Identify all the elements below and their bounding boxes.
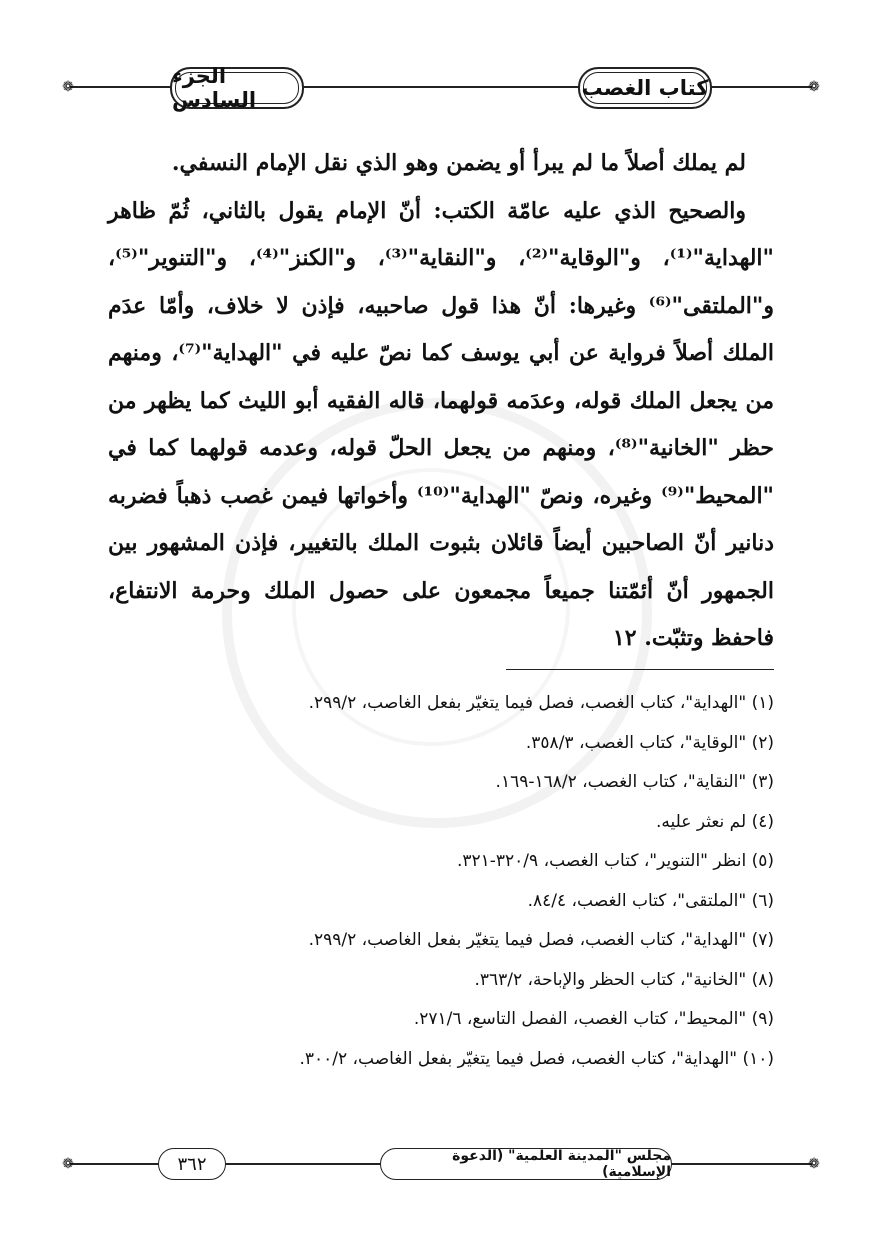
publisher-name: مجلس "المدينة العلمية" (الدعوة الإسلامية) [380,1148,672,1180]
part-title: الجزء السادس [170,67,304,109]
footnote: (٤) لم نعثر عليه. [656,811,774,832]
footnote: (٨) "الخانية"، كتاب الحظر والإباحة، ٣٦٣/٢. [474,969,774,990]
footnote: (٧) "الهداية"، كتاب الغصب، فصل فيما يتغيّر بفعل الغاصب، ٢٩٩/٢. [308,930,774,950]
paragraph: لم يملك أصلاً ما لم يبرأ أو يضمن وهو الذي نقل الإمام النسفي. [171,150,746,176]
ornament-icon: ❁ [62,1156,74,1172]
footnote: (٦) "الملتقى"، كتاب الغصب، ٨٤/٤. [527,890,774,911]
footnote: (٢) "الوقاية"، كتاب الغصب، ٣٥٨/٣. [525,732,774,753]
ornament-icon: ❁ [62,79,74,95]
page-number: ٣٦٢ [158,1148,226,1180]
ornament-icon: ❁ [808,79,820,95]
footnote: (٥) انظر "التنوير"، كتاب الغصب، ٣٢٠/٩-٣٢١. [456,851,774,871]
footnote: (٩) "المحيط"، كتاب الغصب، الفصل التاسع، ٢٧١/٦. [413,1009,774,1029]
footnote: (١٠) "الهداية"، كتاب الغصب، فصل فيما يتغيّر بفعل الغاصب، ٣٠٠/٢. [299,1048,774,1069]
paragraph: والصحيح الذي عليه عامّة الكتب: أنّ الإمام يقول بالثاني، ثُمّ ظاهر "الهداية"⁽¹⁾، و"الوقاية"⁽²⁾، و"النقاية"⁽³⁾، و"الكنز"⁽⁴⁾، و"التنوير"⁽⁵⁾، و"الملتقى"⁽⁶⁾ وغيرها: أنّ هذا قول صاحبيه، فإذن لا خلاف، وأمّا عدَم الملك أصلاً فرواية عن أبي يوسف كما نصّ عليه في "الهداية"⁽⁷⁾، ومنهم من يجعل الملك قوله، وعدَمه قولهما، قاله الفقيه أبو الليث كما يظهر من حظر "الخانية"⁽⁸⁾، ومنهم من يجعل الحلّ قوله، وعدمه قولهما كما في "المحيط"⁽⁹⁾ وغيره، ونصّ "الهداية"⁽¹⁰⁾ وأخواتها فيمن غصب ذهباً فضربه دنانير أنّ الصاحبين أيضاً قائلان بثبوت الملك بالتغيير، فإذن المشهور بين الجمهور أنّ أئمّتنا جميعاً مجمعون على حصول الملك وحرمة الانتفاع، فاحفظ وتثبّت. ١٢ [108,197,775,651]
footnote: (٣) "النقاية"، كتاب الغصب، ١٦٨/٢-١٦٩. [495,772,774,792]
footnote: (١) "الهداية"، كتاب الغصب، فصل فيما يتغيّر بفعل الغاصب، ٢٩٩/٢. [308,693,774,713]
chapter-title: كتاب الغصب [578,67,712,109]
footnotes [108,684,774,1079]
footnote-separator [506,669,774,670]
main-text [108,140,774,663]
ornament-icon: ❁ [808,1156,820,1172]
